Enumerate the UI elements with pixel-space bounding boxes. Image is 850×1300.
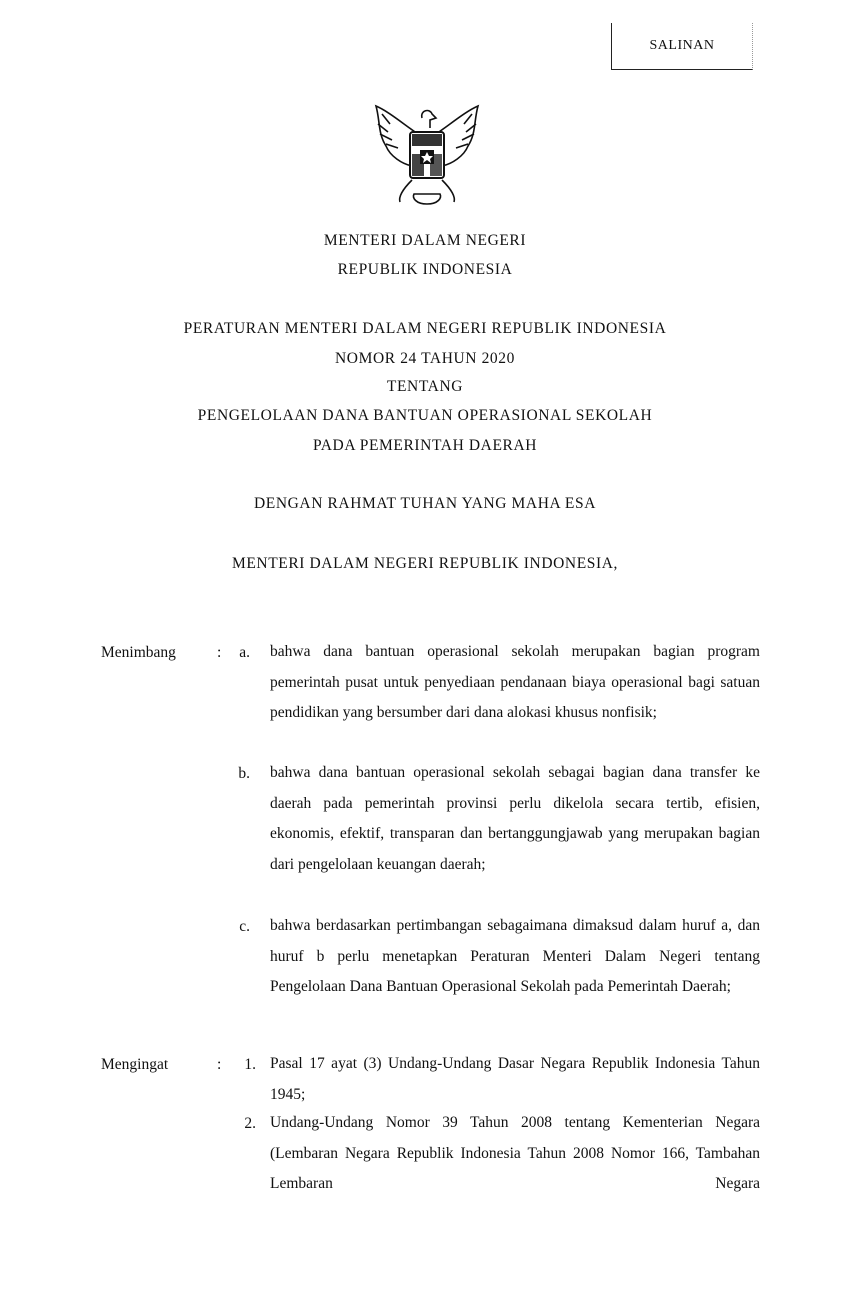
menimbang-colon: : [217, 644, 222, 661]
mengingat-item-2: Undang-Undang Nomor 39 Tahun 2008 tentang Kementerian Negara (Lembaran Negara Republik Indonesia Tahun 2008 Nomor 166, Tambahan Lembaran Negara [270, 1114, 760, 1192]
item-marker: 1. [244, 1056, 256, 1073]
menimbang-label: Menimbang [101, 644, 176, 661]
regulation-number: NOMOR 24 TAHUN 2020 [335, 350, 515, 367]
preamble-authority: MENTERI DALAM NEGERI REPUBLIK INDONESIA, [231, 555, 619, 572]
menimbang-item-a: bahwa dana bantuan operasional sekolah merupakan bagian program pemerintah pusat untuk penyediaan pendanaan biaya operasional bagi satuan pendidikan yang bersumber dari dana alokasi khusus nonfisik; [270, 643, 760, 721]
garuda-emblem-icon [368, 98, 486, 210]
mengingat-colon: : [217, 1056, 222, 1073]
item-marker: c. [239, 918, 250, 935]
regulation-title: PERATURAN MENTERI DALAM NEGERI REPUBLIK INDONESIA [183, 320, 667, 337]
salinan-label: SALINAN [649, 38, 715, 53]
regulation-subject-1: PENGELOLAAN DANA BANTUAN OPERASIONAL SEKOLAH [197, 407, 653, 424]
menimbang-item-b: bahwa dana bantuan operasional sekolah sebagai bagian dana transfer ke daerah pada pemerintah provinsi perlu dikelola secara tertib, efisien, ekonomis, efektif, transparan dan bertanggungjawab yang merupakan bagian dari pengelolaan keuangan daerah; [270, 764, 760, 873]
mengingat-item-1: Pasal 17 ayat (3) Undang-Undang Dasar Negara Republik Indonesia Tahun 1945; [270, 1055, 760, 1103]
mengingat-label: Mengingat [101, 1056, 169, 1073]
regulation-subject-2: PADA PEMERINTAH DAERAH [312, 437, 538, 454]
item-marker: b. [238, 765, 250, 782]
header-line-1: MENTERI DALAM NEGERI [323, 232, 527, 249]
salinan-stamp [611, 23, 753, 70]
item-marker: a. [239, 644, 250, 661]
regulation-tentang: TENTANG [386, 378, 464, 395]
header-line-2: REPUBLIK INDONESIA [337, 261, 513, 278]
menimbang-item-c: bahwa berdasarkan pertimbangan sebagaimana dimaksud dalam huruf a, dan huruf b perlu menetapkan Peraturan Menteri Dalam Negeri tentang Pengelolaan Dana Bantuan Operasional Sekolah pada Pemerintah Daerah; [270, 917, 760, 995]
preamble-grace: DENGAN RAHMAT TUHAN YANG MAHA ESA [253, 495, 596, 512]
item-marker: 2. [244, 1115, 256, 1132]
